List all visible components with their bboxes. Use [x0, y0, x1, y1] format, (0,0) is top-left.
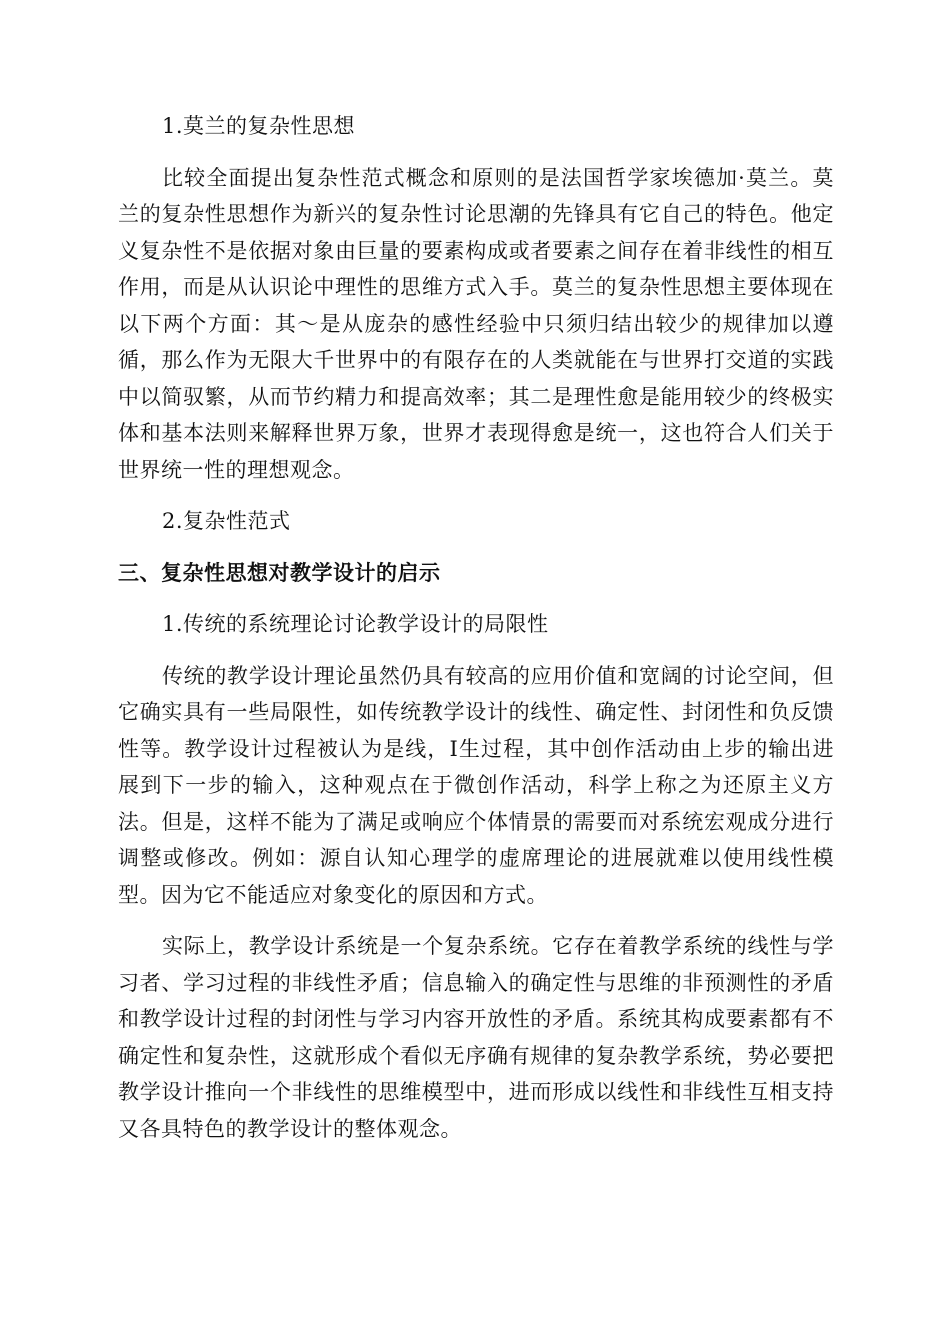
subsection-title-moran: 1.莫兰的复杂性思想 — [162, 114, 356, 138]
paragraph-traditional-design: 传统的教学设计理论虽然仍具有较高的应用价值和宽阔的讨论空间，但它确实具有一些局限性，如传统教学设计的线性、确定性、封闭性和负反馈性等。教学设计过程被认为是线，I生过程，其中创作活动由上步的输出进展到下一步的输入，这种观点在于微创作活动，科学上称之为还原主义方法。但是，这样不能为了满足或响应个体情景的需要而对系统宏观成分进行调整或修改。例如：源自认知心理学的虚席理论的进展就难以使用线性模型。因为它不能适应对象变化的原因和方式。 — [118, 663, 834, 907]
subsection-title-limitations: 1.传统的系统理论讨论教学设计的局限性 — [162, 612, 549, 636]
document-page — [118, 108, 834, 1162]
paragraph-moran-complexity: 比较全面提出复杂性范式概念和原则的是法国哲学家埃德加·莫兰。莫兰的复杂性思想作为新兴的复杂性讨论思潮的先锋具有它自己的特色。他定义复杂性不是依据对象由巨量的要素构成或者要素之间存在着非线性的相互作用，而是从认识论中理性的思维方式入手。莫兰的复杂性思想主要体现在以下两个方面：其～是从庞杂的感性经验中只须归结出较少的规律加以遵循，那么作为无限大千世界中的有限存在的人类就能在与世界打交道的实践中以简驭繁，从而节约精力和提高效率；其二是理性愈是能用较少的终极实体和基本法则来解释世界万象，世界才表现得愈是统一，这也符合人们关于世界统一性的理想观念。 — [118, 165, 834, 482]
section-heading-three: 三、复杂性思想对教学设计的启示 — [118, 560, 441, 585]
subsection-title-paradigm: 2.复杂性范式 — [162, 509, 291, 533]
paragraph-complex-system: 实际上，教学设计系统是一个复杂系统。它存在着教学系统的线性与学习者、学习过程的非线性矛盾；信息输入的确定性与思维的非预测性的矛盾和教学设计过程的封闭性与学习内容开放性的矛盾。系统其构成要素都有不确定性和复杂性，这就形成个看似无序确有规律的复杂教学系统，势必要把教学设计推向一个非线性的思维模型中，进而形成以线性和非线性互相支持又各具特色的教学设计的整体观念。 — [118, 934, 834, 1141]
